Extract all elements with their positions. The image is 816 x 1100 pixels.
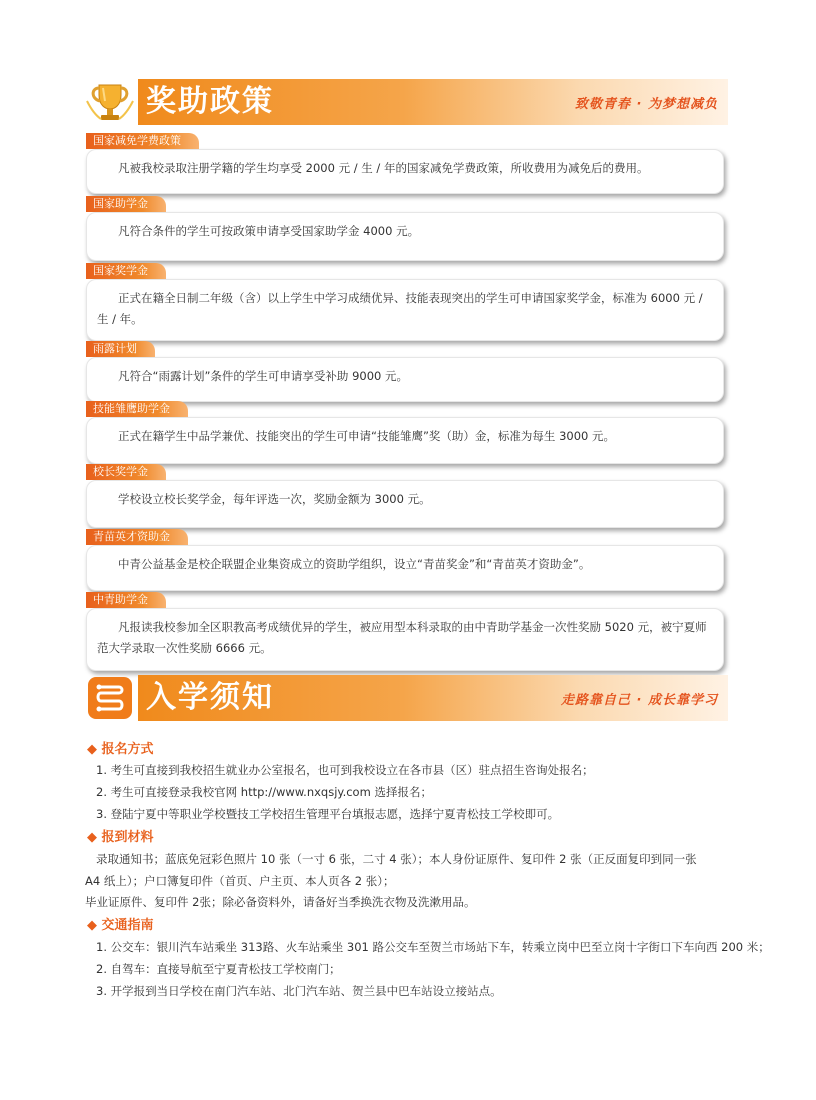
section-slogan: 走路靠自己 · 成长靠学习 xyxy=(561,693,718,708)
policy-tag: 国家减免学费政策 xyxy=(86,133,199,149)
traffic-heading: ◆ 交通指南 xyxy=(87,918,154,933)
trophy-icon xyxy=(85,79,135,125)
policy-card xyxy=(86,263,724,325)
admission-section-header xyxy=(85,675,728,721)
policy-tag: 校长奖学金 xyxy=(86,464,166,480)
traffic-item: 2. 自驾车：直接导航至宁夏青松技工学校南门； xyxy=(96,962,341,976)
policy-card xyxy=(86,464,724,512)
policy-card xyxy=(86,592,724,658)
policy-box xyxy=(86,417,724,464)
signup-item: 2. 考生可直接登录我校官网 http://www.nxqsjy.com 选择报名； xyxy=(96,785,432,799)
policy-box xyxy=(86,149,724,194)
materials-line: 毕业证原件、复印件 2张；除必备资料外，请备好当季换洗衣物及洗漱用品。 xyxy=(85,895,476,909)
scholarship-section-header xyxy=(85,79,728,125)
scroll-icon xyxy=(85,675,135,721)
policy-card xyxy=(86,401,724,449)
signup-item: 3. 登陆宁夏中等职业学校暨技工学校招生管理平台填报志愿，选择宁夏青松技工学校即可。 xyxy=(96,807,560,821)
section-title-bar xyxy=(138,675,728,721)
policy-text: 凡符合条件的学生可按政策申请享受国家助学金 4000 元。 xyxy=(118,224,420,238)
policy-tag: 青苗英才资助金 xyxy=(86,529,188,545)
materials-line: 录取通知书；蓝底免冠彩色照片 10 张（一寸 6 张，二寸 4 张）；本人身份证原件、复印件 2 张（正反面复印到同一张 xyxy=(96,852,697,866)
policy-card xyxy=(86,529,724,574)
materials-heading: ◆ 报到材料 xyxy=(87,830,154,845)
traffic-item: 1. 公交车：银川汽车站乘坐 313路、火车站乘坐 301 路公交车至贺兰市场站下车，转乘立岗中巴至立岗十字街口下车向西 200 米； xyxy=(96,940,770,954)
policy-box xyxy=(86,212,724,261)
policy-tag: 国家奖学金 xyxy=(86,263,166,279)
policy-text: 凡报读我校参加全区职教高考成绩优异的学生，被应用型本科录取的由中青助学基金一次性奖励 5020 元，被宁夏师范大学录取一次性奖励 6666 元。 xyxy=(97,620,707,655)
policy-box xyxy=(86,357,724,402)
policy-text: 中青公益基金是校企联盟企业集资成立的资助学组织，设立“青苗奖金”和“青苗英才资助金”。 xyxy=(118,557,591,571)
policy-box xyxy=(86,480,724,528)
signup-item: 1. 考生可直接到我校招生就业办公室报名，也可到我校设立在各市县（区）驻点招生咨询处报名； xyxy=(96,763,594,777)
policy-text: 凡符合“雨露计划”条件的学生可申请享受补助 9000 元。 xyxy=(118,369,408,383)
policy-tag: 技能雏鹰助学金 xyxy=(86,401,188,417)
policy-tag: 中青助学金 xyxy=(86,592,166,608)
policy-text: 学校设立校长奖学金，每年评选一次，奖励金额为 3000 元。 xyxy=(118,492,431,506)
policy-text: 正式在籍学生中品学兼优、技能突出的学生可申请“技能雏鹰”奖（助）金，标准为每生 3000 元。 xyxy=(118,429,615,443)
policy-box xyxy=(86,545,724,591)
policy-text: 凡被我校录取注册学籍的学生均享受 2000 元 / 生 / 年的国家减免学费政策，所收费用为减免后的费用。 xyxy=(118,161,649,175)
policy-box xyxy=(86,608,724,671)
policy-card xyxy=(86,133,724,178)
policy-box xyxy=(86,279,724,341)
section-title: 奖助政策 xyxy=(146,84,274,119)
section-slogan: 致敬青春 · 为梦想减负 xyxy=(575,97,718,112)
policy-tag: 雨露计划 xyxy=(86,341,155,357)
policy-text: 正式在籍全日制二年级（含）以上学生中学习成绩优异、技能表现突出的学生可申请国家奖学金，标准为 6000 元 / 生 / 年。 xyxy=(97,291,703,326)
section-title-bar xyxy=(138,79,728,125)
policy-tag: 国家助学金 xyxy=(86,196,166,212)
traffic-item: 3. 开学报到当日学校在南门汽车站、北门汽车站、贺兰县中巴车站设立接站点。 xyxy=(96,984,502,998)
signup-heading: ◆ 报名方式 xyxy=(87,742,154,757)
policy-card xyxy=(86,196,724,246)
policy-card xyxy=(86,341,724,385)
materials-line: A4 纸上）；户口簿复印件（首页、户主页、本人页各 2 张）； xyxy=(85,874,395,888)
section-title: 入学须知 xyxy=(146,680,274,715)
